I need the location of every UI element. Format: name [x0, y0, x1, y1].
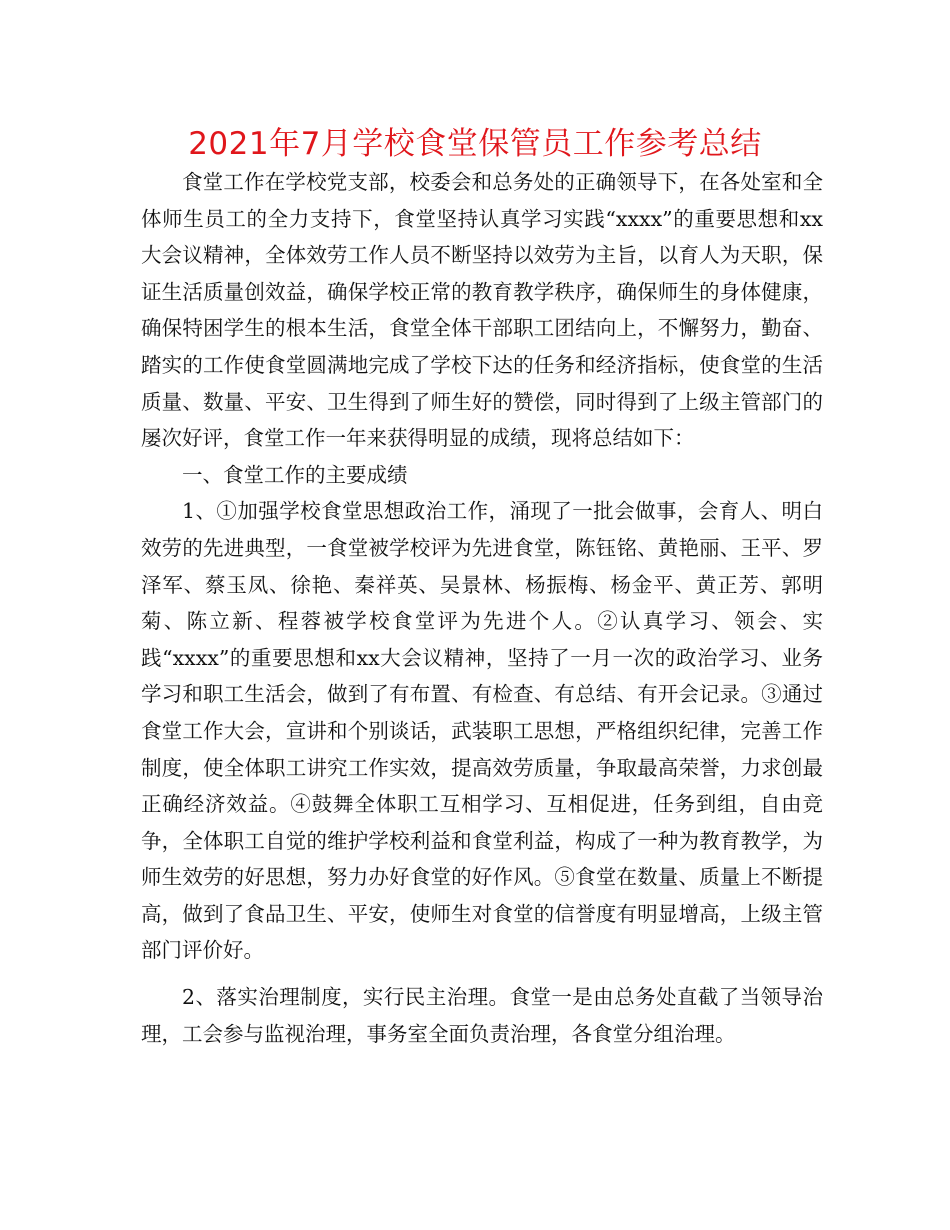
intro-paragraph: 食堂工作在学校党支部，校委会和总务处的正确领导下，在各处室和全体师生员工的全力支持下，食堂坚持认真学习实践“xxxx”的重要思想和xx大会议精神，全体效劳工作人员不断坚持以效劳为主旨，以育人为天职，保证生活质量创效益，确保学校正常的教育教学秩序，确保师生的身体健康，确保特困学生的根本生活，食堂全体干部职工团结向上，不懈努力，勤奋、踏实的工作使食堂圆满地完成了学校下达的任务和经济指标，使食堂的生活质量、数量、平安、卫生得到了师生好的赞偿，同时得到了上级主管部门的屡次好评，食堂工作一年来获得明显的成绩，现将总结如下： [141, 170, 823, 451]
document-title: 2021年7月学校食堂保管员工作参考总结 [188, 126, 762, 162]
section-heading: 一、食堂工作的主要成绩 [182, 462, 408, 487]
document-body [141, 164, 823, 1052]
achievement-paragraph-1: 1、①加强学校食堂思想政治工作，涌现了一批会做事，会育人、明白效劳的先进典型，一食堂被学校评为先进食堂，陈钰铭、黄艳丽、王平、罗泽军、蔡玉凤、徐艳、秦祥英、吴景林、杨振梅、杨金平、黄正芳、郭明菊、陈立新、程蓉被学校食堂评为先进个人。②认真学习、领会、实践“xxxx”的重要思想和xx大会议精神，坚持了一月一次的政治学习、业务学习和职工生活会，做到了有布置、有检查、有总结、有开会记录。③通过食堂工作大会，宣讲和个别谈话，武装职工思想，严格组织纪律，完善工作制度，使全体职工讲究工作实效，提高效劳质量，争取最高荣誉，力求创最正确经济效益。④鼓舞全体职工互相学习、互相促进，任务到组，自由竞争，全体职工自觉的维护学校利益和食堂利益，构成了一种为教育教学，为师生效劳的好思想，努力办好食堂的好作风。⑤食堂在数量、质量上不断提高，做到了食品卫生、平安，使师生对食堂的信誉度有明显增高，上级主管部门评价好。 [141, 499, 823, 963]
achievement-paragraph-2: 2、落实治理制度，实行民主治理。食堂一是由总务处直截了当领导治理，工会参与监视治理，事务室全面负责治理，各食堂分组治理。 [141, 985, 823, 1046]
